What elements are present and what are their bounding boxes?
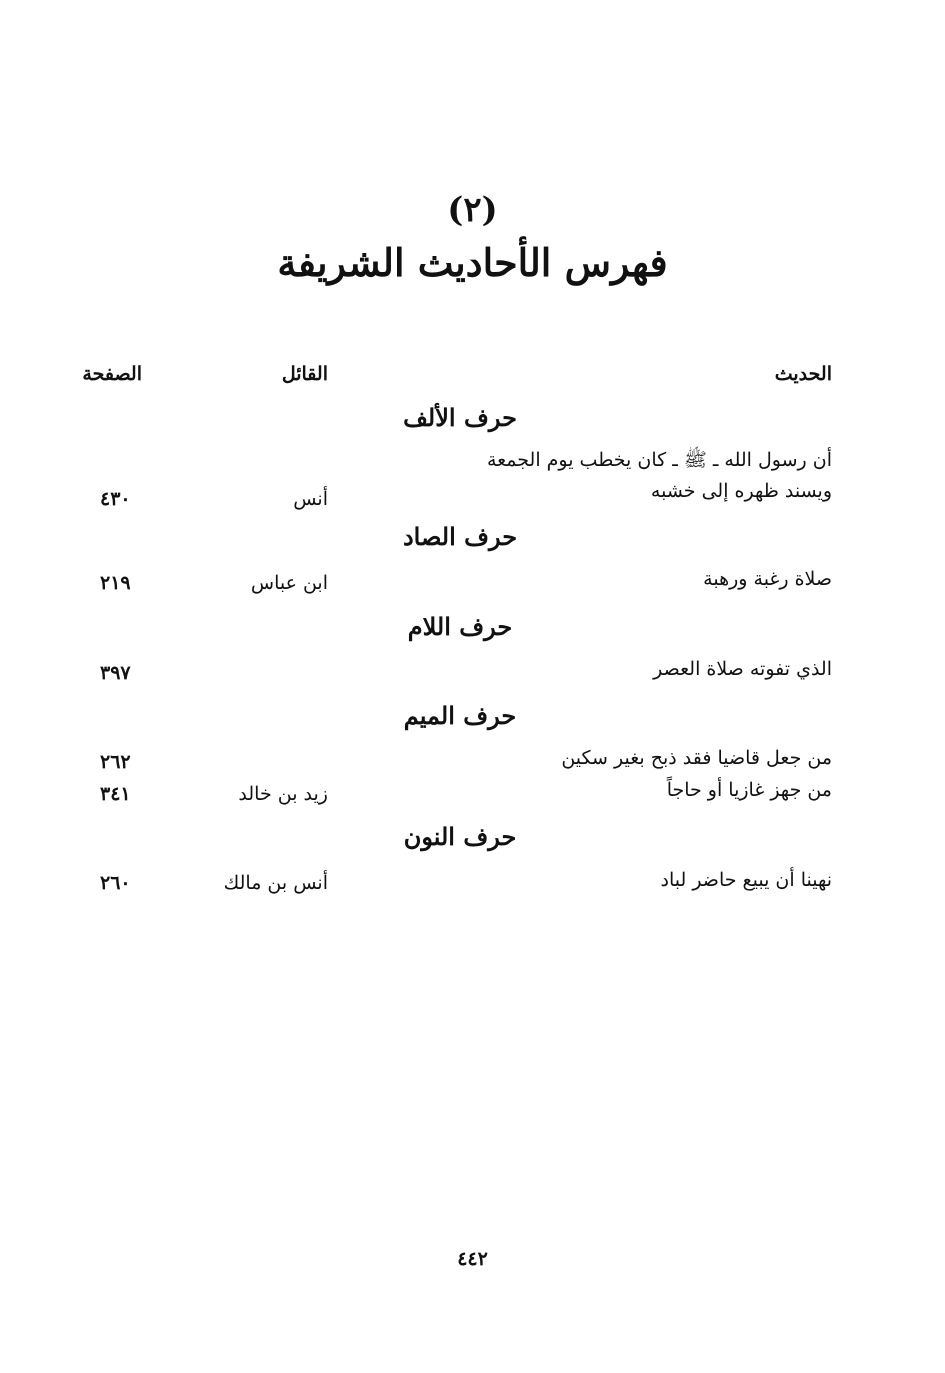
column-header-narrator: القائل xyxy=(281,363,328,385)
hadith-text-line: صلاة رغبة ورهبة xyxy=(703,568,832,590)
page-ref: ٢٦٢ xyxy=(100,751,131,773)
page-number: ٤٤٢ xyxy=(457,1248,488,1270)
narrator-name: أنس xyxy=(293,488,328,510)
index-number: (٢) xyxy=(447,190,498,230)
page-title: فهرس الأحاديث الشريفة xyxy=(277,240,668,285)
section-heading-nun: حرف النون xyxy=(403,822,517,851)
hadith-text-line: الذي تفوته صلاة العصر xyxy=(653,658,832,680)
page-ref: ٣٩٧ xyxy=(100,662,131,684)
column-header-page: الصفحة xyxy=(82,363,142,385)
page-ref: ٣٤١ xyxy=(100,783,131,805)
column-header-hadith: الحديث xyxy=(774,363,832,385)
hadith-text-line: من جهز غازيا أو حاجاً xyxy=(666,779,832,801)
page-ref: ٢٦٠ xyxy=(100,872,131,894)
section-heading-alif: حرف الألف xyxy=(403,403,517,432)
hadith-text-line: من جعل قاضيا فقد ذبح بغير سكين xyxy=(561,747,832,769)
hadith-text-line: أن رسول الله ـ ﷺ ـ كان يخطب يوم الجمعة xyxy=(486,449,832,471)
narrator-name: أنس بن مالك xyxy=(223,872,328,894)
section-heading-lam: حرف اللام xyxy=(407,612,513,641)
page-ref: ٤٣٠ xyxy=(100,488,131,510)
section-heading-mim: حرف الميم xyxy=(403,701,517,730)
hadith-text-line: ويسند ظهره إلى خشبه xyxy=(650,480,832,502)
section-heading-sad: حرف الصاد xyxy=(402,522,518,551)
hadith-text-line: نهينا أن يبيع حاضر لباد xyxy=(660,869,832,891)
narrator-name: زيد بن خالد xyxy=(238,783,328,805)
narrator-name: ابن عباس xyxy=(250,572,328,594)
page-ref: ٢١٩ xyxy=(100,572,131,594)
